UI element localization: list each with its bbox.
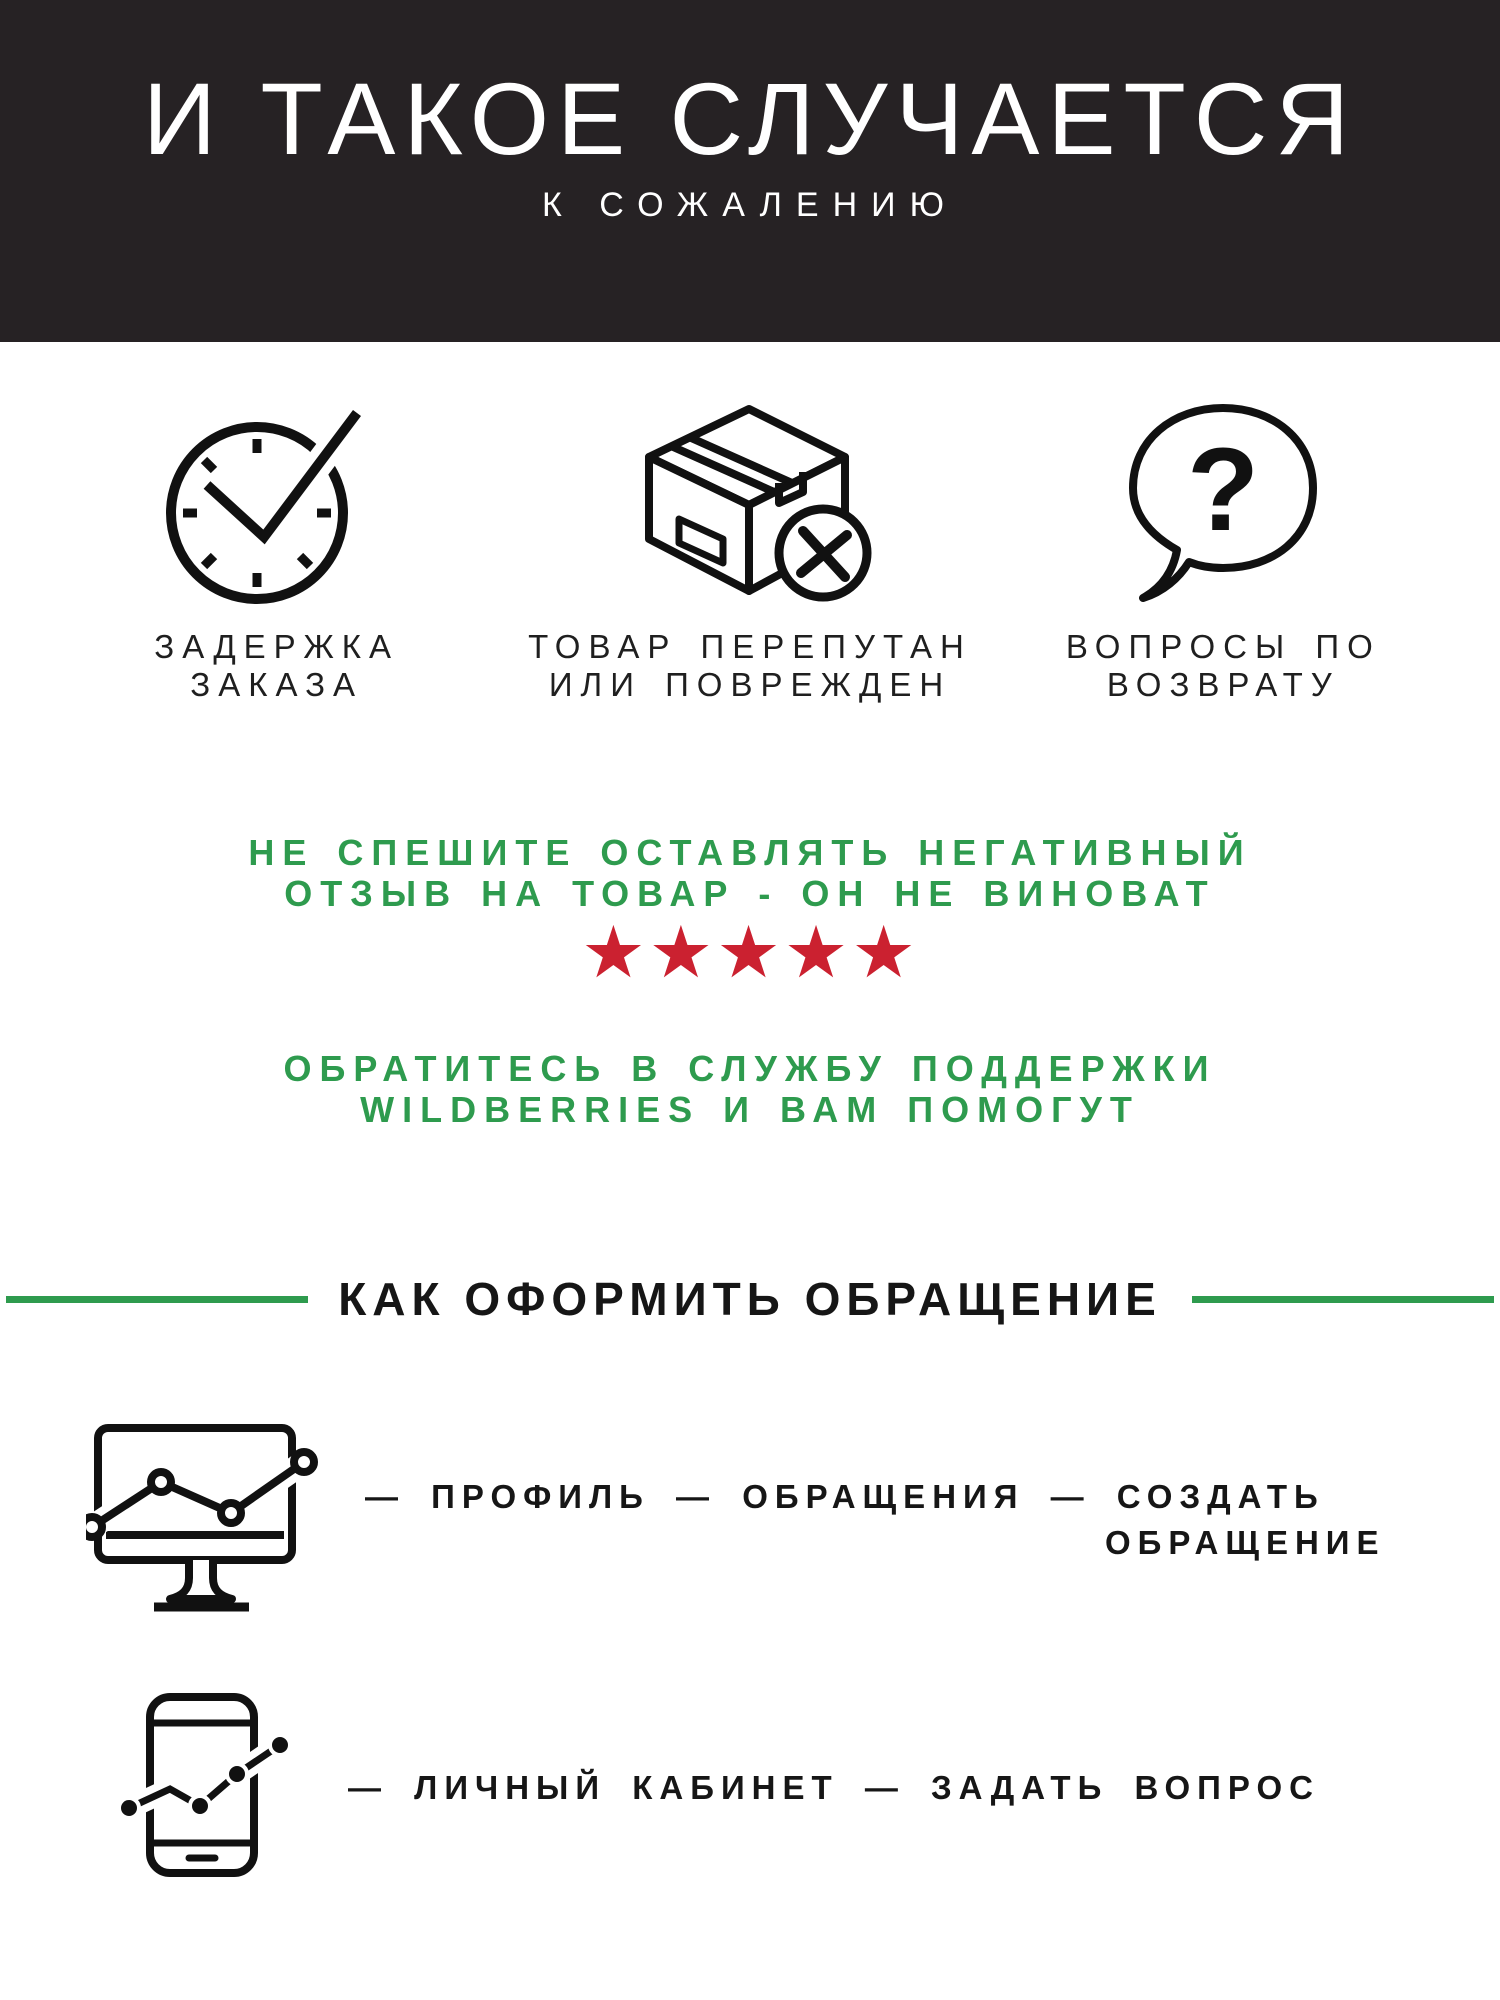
- step1-path-text: [365, 1474, 1386, 1566]
- step2-path-line1: — ЛИЧНЫЙ КАБИНЕТ — ЗАДАТЬ ВОПРОС: [348, 1769, 1320, 1806]
- warning-line: ОТЗЫВ НА ТОВАР - ОН НЕ ВИНОВАТ: [284, 873, 1216, 914]
- clock-check-icon: [152, 395, 402, 610]
- support-text: [0, 1048, 1500, 1130]
- problem-label: [1066, 628, 1381, 704]
- five-star-rating: ★★★★★: [581, 910, 919, 994]
- question-mark-glyph: ?: [1187, 423, 1260, 556]
- warning-line: НЕ СПЕШИТЕ ОСТАВЛЯТЬ НЕГАТИВНЫЙ: [248, 832, 1252, 873]
- divider-line: [6, 1296, 308, 1303]
- hero-header: [0, 0, 1500, 342]
- section-title: КАК ОФОРМИТЬ ОБРАЩЕНИЕ: [338, 1273, 1162, 1325]
- problem-label-line: ИЛИ ПОВРЕЖДЕН: [548, 666, 952, 703]
- problem-label-line: ЗАДЕРЖКА: [154, 628, 400, 665]
- problem-damaged: [513, 395, 986, 704]
- monitor-chart-icon: [86, 1420, 326, 1615]
- step2-path-text: [348, 1765, 1320, 1811]
- problem-label-line: ВОПРОСЫ ПО: [1065, 628, 1381, 665]
- problem-label: [528, 628, 972, 704]
- how-to-section-header: [0, 1270, 1500, 1328]
- problems-row: [0, 395, 1500, 704]
- page-title: И ТАКОЕ СЛУЧАЕТСЯ: [142, 62, 1358, 176]
- divider-line: [1192, 1296, 1494, 1303]
- step1-path-line2: ОБРАЩЕНИЕ: [1105, 1524, 1386, 1561]
- problem-label: [154, 628, 399, 704]
- damaged-box-icon: [627, 395, 873, 610]
- step1-path-line1: — ПРОФИЛЬ — ОБРАЩЕНИЯ — СОЗДАТЬ: [365, 1478, 1325, 1515]
- problem-delay: [40, 395, 513, 704]
- problem-label-line: ТОВАР ПЕРЕПУТАН: [528, 628, 972, 665]
- problem-label-line: ЗАКАЗА: [190, 666, 364, 703]
- question-bubble-icon: [1123, 395, 1323, 610]
- support-line: WILDBERRIES И ВАМ ПОМОГУТ: [360, 1089, 1140, 1130]
- page-subtitle: К СОЖАЛЕНИЮ: [542, 186, 958, 225]
- warning-text: [0, 832, 1500, 914]
- support-line: ОБРАТИТЕСЬ В СЛУЖБУ ПОДДЕРЖКИ: [283, 1048, 1217, 1089]
- problem-return: [987, 395, 1460, 704]
- problem-label-line: ВОЗВРАТУ: [1106, 666, 1340, 703]
- phone-chart-icon: [112, 1693, 322, 1883]
